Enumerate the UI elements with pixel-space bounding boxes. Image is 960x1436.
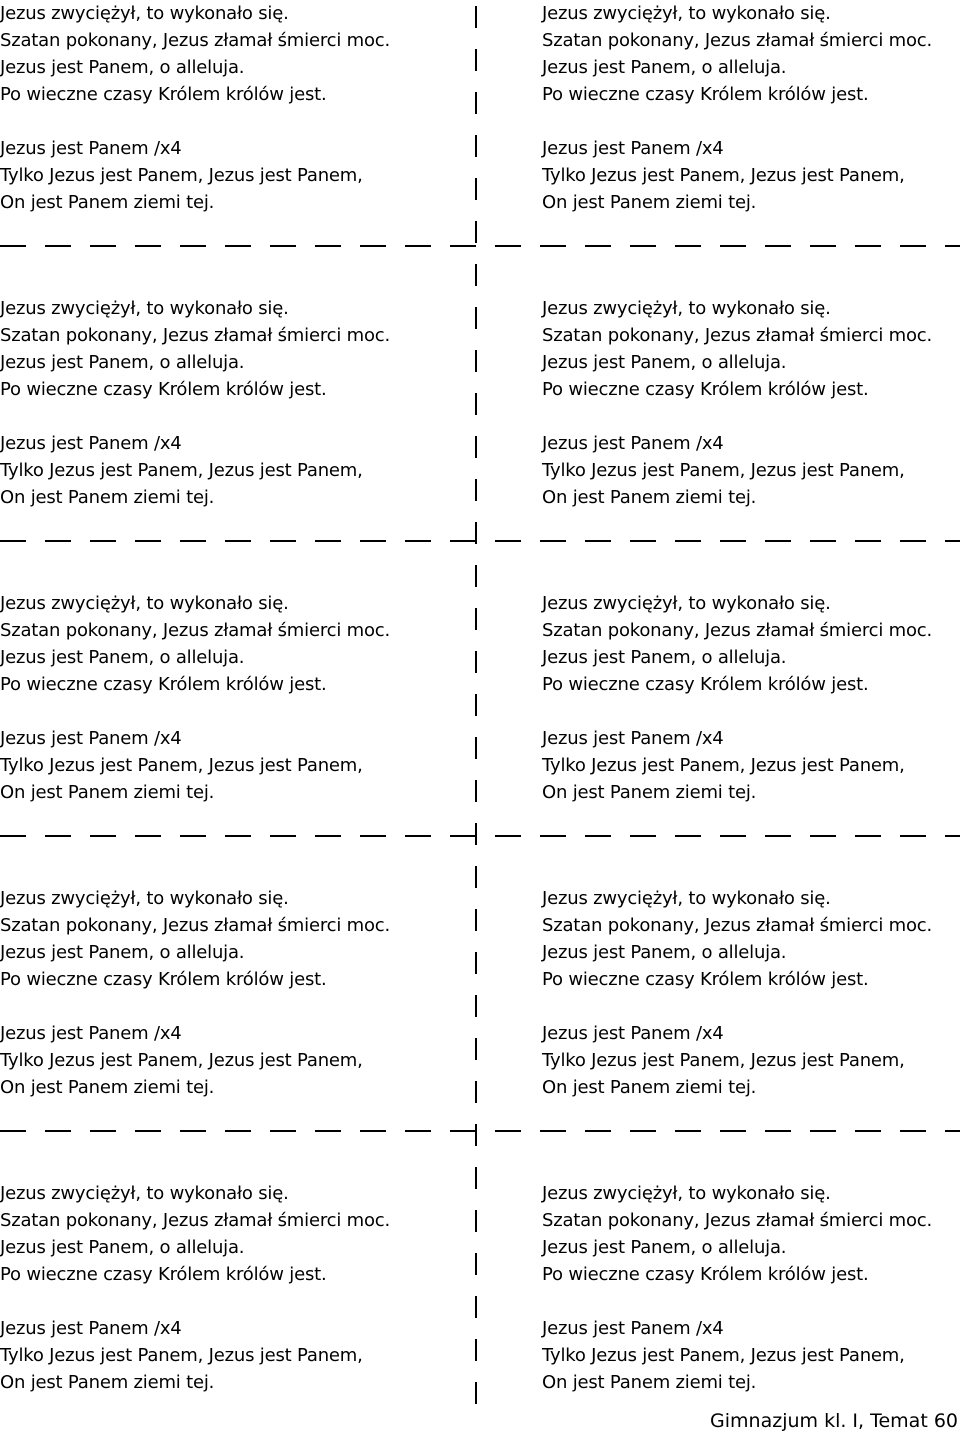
cut-line-dash <box>180 540 206 542</box>
cut-line-vertical-dash <box>475 780 477 802</box>
chorus-line: On jest Panem ziemi tej. <box>0 1077 215 1098</box>
chorus-line: On jest Panem ziemi tej. <box>0 1372 215 1393</box>
verse-line: Szatan pokonany, Jezus złamał śmierci moc. <box>542 620 933 641</box>
cut-line-vertical-dash <box>475 178 477 200</box>
cut-line-dash <box>45 1130 71 1132</box>
cut-line-dash <box>405 245 431 247</box>
stanza-gap <box>0 108 430 135</box>
cut-line-vertical-dash <box>475 350 477 372</box>
cut-line-vertical-dash <box>475 694 477 716</box>
stanza-gap <box>0 993 430 1020</box>
cut-line-dash <box>360 245 386 247</box>
cut-line-dash <box>900 540 926 542</box>
cut-line-vertical-dash <box>475 1038 477 1060</box>
cut-line-dash <box>855 245 881 247</box>
chorus-line: Jezus jest Panem /x4 <box>0 1318 182 1339</box>
cut-line-dash <box>225 835 251 837</box>
chorus-line: Tylko Jezus jest Panem, Jezus jest Panem, <box>0 1345 363 1366</box>
cut-line-dash <box>360 835 386 837</box>
chorus-line: On jest Panem ziemi tej. <box>542 1372 757 1393</box>
cut-line-dash <box>90 540 116 542</box>
cut-line-vertical-dash <box>475 264 477 286</box>
cut-line-dash <box>765 245 791 247</box>
verse-line: Po wieczne czasy Królem królów jest. <box>542 379 869 400</box>
cut-line-dash <box>135 1130 161 1132</box>
verse-line: Jezus zwyciężył, to wykonało się. <box>542 1183 831 1204</box>
cut-line-vertical-dash <box>475 393 477 415</box>
cut-line-dash <box>270 540 296 542</box>
stanza-gap <box>0 1288 430 1315</box>
cut-line-dash <box>945 835 960 837</box>
cut-line-dash <box>945 540 960 542</box>
verse-line: Jezus zwyciężył, to wykonało się. <box>0 593 289 614</box>
cut-line-dash <box>180 1130 206 1132</box>
cut-line-vertical-dash <box>475 6 477 28</box>
verse-line: Po wieczne czasy Królem królów jest. <box>542 84 869 105</box>
cut-line-vertical-dash <box>475 823 477 845</box>
cut-line-dash <box>630 835 656 837</box>
verse-line: Szatan pokonany, Jezus złamał śmierci moc. <box>0 915 391 936</box>
cut-line-dash <box>315 835 341 837</box>
cut-line-dash <box>45 540 71 542</box>
cut-line-vertical-dash <box>475 1210 477 1232</box>
cut-line-dash <box>495 245 521 247</box>
lyrics-card <box>542 1180 960 1396</box>
cut-line-dash <box>180 835 206 837</box>
verse-line: Jezus zwyciężył, to wykonało się. <box>0 3 289 24</box>
cut-line-dash <box>630 540 656 542</box>
cut-line-dash <box>540 835 566 837</box>
cut-line-dash <box>855 540 881 542</box>
cut-line-dash <box>225 1130 251 1132</box>
verse-line: Szatan pokonany, Jezus złamał śmierci moc. <box>542 1210 933 1231</box>
cut-line-dash <box>900 1130 926 1132</box>
cut-line-vertical-dash <box>475 1253 477 1275</box>
chorus-line: On jest Panem ziemi tej. <box>0 782 215 803</box>
cut-line-dash <box>495 1130 521 1132</box>
verse-line: Po wieczne czasy Królem królów jest. <box>0 1264 327 1285</box>
cut-line-dash <box>540 245 566 247</box>
verse-line: Jezus zwyciężył, to wykonało się. <box>542 593 831 614</box>
cut-line-dash <box>135 835 161 837</box>
verse-line: Jezus zwyciężył, to wykonało się. <box>542 888 831 909</box>
verse-line: Szatan pokonany, Jezus złamał śmierci moc. <box>0 1210 391 1231</box>
cut-line-dash <box>540 540 566 542</box>
cut-line-dash <box>315 1130 341 1132</box>
chorus-line: Jezus jest Panem /x4 <box>542 433 724 454</box>
cut-line-dash <box>675 245 701 247</box>
cut-line-dash <box>810 835 836 837</box>
cut-line-dash <box>675 1130 701 1132</box>
verse-line: Szatan pokonany, Jezus złamał śmierci moc. <box>0 325 391 346</box>
stanza-gap <box>542 108 960 135</box>
verse-line: Jezus jest Panem, o alleluja. <box>0 57 245 78</box>
cut-line-dash <box>675 835 701 837</box>
verse-line: Po wieczne czasy Królem królów jest. <box>542 674 869 695</box>
cut-line-vertical-dash <box>475 436 477 458</box>
cut-line-dash <box>90 1130 116 1132</box>
chorus-line: On jest Panem ziemi tej. <box>542 782 757 803</box>
cut-line-vertical-dash <box>475 1167 477 1189</box>
cut-line-vertical-dash <box>475 522 477 544</box>
chorus-line: Jezus jest Panem /x4 <box>0 433 182 454</box>
cut-line-dash <box>765 1130 791 1132</box>
cut-line-dash <box>450 835 476 837</box>
cut-line-dash <box>630 245 656 247</box>
verse-line: Jezus jest Panem, o alleluja. <box>542 1237 787 1258</box>
cut-line-dash <box>135 540 161 542</box>
cut-line-dash <box>450 540 476 542</box>
cut-line-dash <box>270 835 296 837</box>
cut-line-dash <box>270 1130 296 1132</box>
cut-line-dash <box>585 245 611 247</box>
verse-line: Jezus jest Panem, o alleluja. <box>0 352 245 373</box>
chorus-line: Tylko Jezus jest Panem, Jezus jest Panem, <box>542 165 905 186</box>
cut-line-vertical-dash <box>475 1339 477 1361</box>
cut-line-dash <box>945 1130 960 1132</box>
cut-line-dash <box>450 245 476 247</box>
chorus-line: On jest Panem ziemi tej. <box>0 192 215 213</box>
cut-line-dash <box>495 540 521 542</box>
chorus-line: Jezus jest Panem /x4 <box>0 138 182 159</box>
verse-line: Jezus jest Panem, o alleluja. <box>0 647 245 668</box>
chorus-line: Tylko Jezus jest Panem, Jezus jest Panem, <box>0 460 363 481</box>
cut-line-vertical-dash <box>475 1296 477 1318</box>
cut-line-dash <box>585 540 611 542</box>
verse-line: Po wieczne czasy Królem królów jest. <box>542 1264 869 1285</box>
cut-line-vertical-dash <box>475 479 477 501</box>
chorus-line: Tylko Jezus jest Panem, Jezus jest Panem, <box>542 1345 905 1366</box>
chorus-line: On jest Panem ziemi tej. <box>542 192 757 213</box>
verse-line: Szatan pokonany, Jezus złamał śmierci moc. <box>0 30 391 51</box>
cut-line-dash <box>810 245 836 247</box>
verse-line: Po wieczne czasy Królem królów jest. <box>0 379 327 400</box>
cut-line-dash <box>270 245 296 247</box>
cut-line-dash <box>450 1130 476 1132</box>
verse-line: Szatan pokonany, Jezus złamał śmierci moc. <box>542 325 933 346</box>
cut-line-vertical-dash <box>475 1124 477 1146</box>
verse-line: Jezus zwyciężył, to wykonało się. <box>0 1183 289 1204</box>
cut-line-dash <box>90 245 116 247</box>
stanza-gap <box>0 403 430 430</box>
chorus-line: Tylko Jezus jest Panem, Jezus jest Panem, <box>542 460 905 481</box>
cut-line-vertical-dash <box>475 952 477 974</box>
verse-line: Jezus zwyciężył, to wykonało się. <box>0 298 289 319</box>
cut-line-dash <box>0 245 26 247</box>
cut-line-vertical-dash <box>475 995 477 1017</box>
cut-line-dash <box>315 540 341 542</box>
chorus-line: Jezus jest Panem /x4 <box>542 728 724 749</box>
cut-line-dash <box>720 540 746 542</box>
verse-line: Jezus zwyciężył, to wykonało się. <box>542 3 831 24</box>
stanza-gap <box>542 993 960 1020</box>
cut-line-vertical-dash <box>475 49 477 71</box>
cut-line-vertical-dash <box>475 565 477 587</box>
cut-line-dash <box>945 245 960 247</box>
chorus-line: Tylko Jezus jest Panem, Jezus jest Panem, <box>542 1050 905 1071</box>
cut-line-dash <box>855 1130 881 1132</box>
footer-label: Gimnazjum kl. I, Temat 60 <box>710 1410 958 1432</box>
cut-line-dash <box>720 245 746 247</box>
cut-line-vertical-dash <box>475 1081 477 1103</box>
lyrics-card <box>542 295 960 511</box>
chorus-line: Jezus jest Panem /x4 <box>0 1023 182 1044</box>
lyrics-card <box>0 885 430 1101</box>
verse-line: Po wieczne czasy Królem królów jest. <box>0 969 327 990</box>
cut-line-dash <box>180 245 206 247</box>
verse-line: Jezus zwyciężył, to wykonało się. <box>542 298 831 319</box>
cut-line-dash <box>630 1130 656 1132</box>
cut-line-dash <box>855 835 881 837</box>
verse-line: Po wieczne czasy Królem królów jest. <box>542 969 869 990</box>
verse-line: Jezus jest Panem, o alleluja. <box>542 647 787 668</box>
chorus-line: On jest Panem ziemi tej. <box>542 1077 757 1098</box>
chorus-line: Tylko Jezus jest Panem, Jezus jest Panem, <box>0 165 363 186</box>
cut-line-dash <box>405 540 431 542</box>
cut-line-dash <box>585 835 611 837</box>
chorus-line: Tylko Jezus jest Panem, Jezus jest Panem, <box>0 755 363 776</box>
chorus-line: Tylko Jezus jest Panem, Jezus jest Panem, <box>0 1050 363 1071</box>
verse-line: Jezus zwyciężył, to wykonało się. <box>0 888 289 909</box>
stanza-gap <box>542 403 960 430</box>
cut-line-vertical-dash <box>475 866 477 888</box>
cut-line-dash <box>810 1130 836 1132</box>
verse-line: Po wieczne czasy Królem królów jest. <box>0 674 327 695</box>
chorus-line: Jezus jest Panem /x4 <box>542 1023 724 1044</box>
cut-line-dash <box>225 245 251 247</box>
chorus-line: Jezus jest Panem /x4 <box>0 728 182 749</box>
cut-line-dash <box>90 835 116 837</box>
stanza-gap <box>542 698 960 725</box>
lyrics-card <box>542 0 960 216</box>
lyrics-card <box>542 590 960 806</box>
cut-line-dash <box>810 540 836 542</box>
cut-line-vertical-dash <box>475 651 477 673</box>
cut-line-dash <box>360 1130 386 1132</box>
cut-line-dash <box>675 540 701 542</box>
cut-line-dash <box>45 835 71 837</box>
cut-line-dash <box>765 540 791 542</box>
cut-line-vertical-dash <box>475 307 477 329</box>
cut-line-dash <box>765 835 791 837</box>
stanza-gap <box>0 698 430 725</box>
chorus-line: Tylko Jezus jest Panem, Jezus jest Panem, <box>542 755 905 776</box>
cut-line-dash <box>360 540 386 542</box>
lyrics-card <box>542 885 960 1101</box>
lyrics-card <box>0 1180 430 1396</box>
cut-line-dash <box>900 835 926 837</box>
cut-line-dash <box>720 835 746 837</box>
verse-line: Szatan pokonany, Jezus złamał śmierci moc. <box>0 620 391 641</box>
lyrics-card <box>0 590 430 806</box>
cut-line-dash <box>540 1130 566 1132</box>
verse-line: Szatan pokonany, Jezus złamał śmierci moc. <box>542 915 933 936</box>
cut-line-dash <box>720 1130 746 1132</box>
cut-line-dash <box>45 245 71 247</box>
verse-line: Jezus jest Panem, o alleluja. <box>0 942 245 963</box>
verse-line: Jezus jest Panem, o alleluja. <box>542 57 787 78</box>
cut-line-dash <box>405 1130 431 1132</box>
cut-line-vertical-dash <box>475 737 477 759</box>
cut-line-dash <box>0 1130 26 1132</box>
cut-line-vertical-dash <box>475 608 477 630</box>
cut-line-vertical-dash <box>475 1382 477 1404</box>
cut-line-dash <box>495 835 521 837</box>
lyrics-card <box>0 295 430 511</box>
cut-line-dash <box>0 540 26 542</box>
cut-line-dash <box>225 540 251 542</box>
cut-line-dash <box>315 245 341 247</box>
cut-line-vertical-dash <box>475 135 477 157</box>
cut-line-dash <box>0 835 26 837</box>
verse-line: Po wieczne czasy Królem królów jest. <box>0 84 327 105</box>
cut-line-dash <box>585 1130 611 1132</box>
chorus-line: On jest Panem ziemi tej. <box>542 487 757 508</box>
cut-line-dash <box>900 245 926 247</box>
verse-line: Jezus jest Panem, o alleluja. <box>542 352 787 373</box>
chorus-line: On jest Panem ziemi tej. <box>0 487 215 508</box>
stanza-gap <box>542 1288 960 1315</box>
chorus-line: Jezus jest Panem /x4 <box>542 1318 724 1339</box>
cut-line-dash <box>405 835 431 837</box>
cut-line-dash <box>135 245 161 247</box>
lyrics-card <box>0 0 430 216</box>
chorus-line: Jezus jest Panem /x4 <box>542 138 724 159</box>
verse-line: Szatan pokonany, Jezus złamał śmierci moc. <box>542 30 933 51</box>
cut-line-vertical-dash <box>475 92 477 114</box>
cut-line-vertical-dash <box>475 221 477 243</box>
verse-line: Jezus jest Panem, o alleluja. <box>0 1237 245 1258</box>
cut-line-vertical-dash <box>475 909 477 931</box>
verse-line: Jezus jest Panem, o alleluja. <box>542 942 787 963</box>
